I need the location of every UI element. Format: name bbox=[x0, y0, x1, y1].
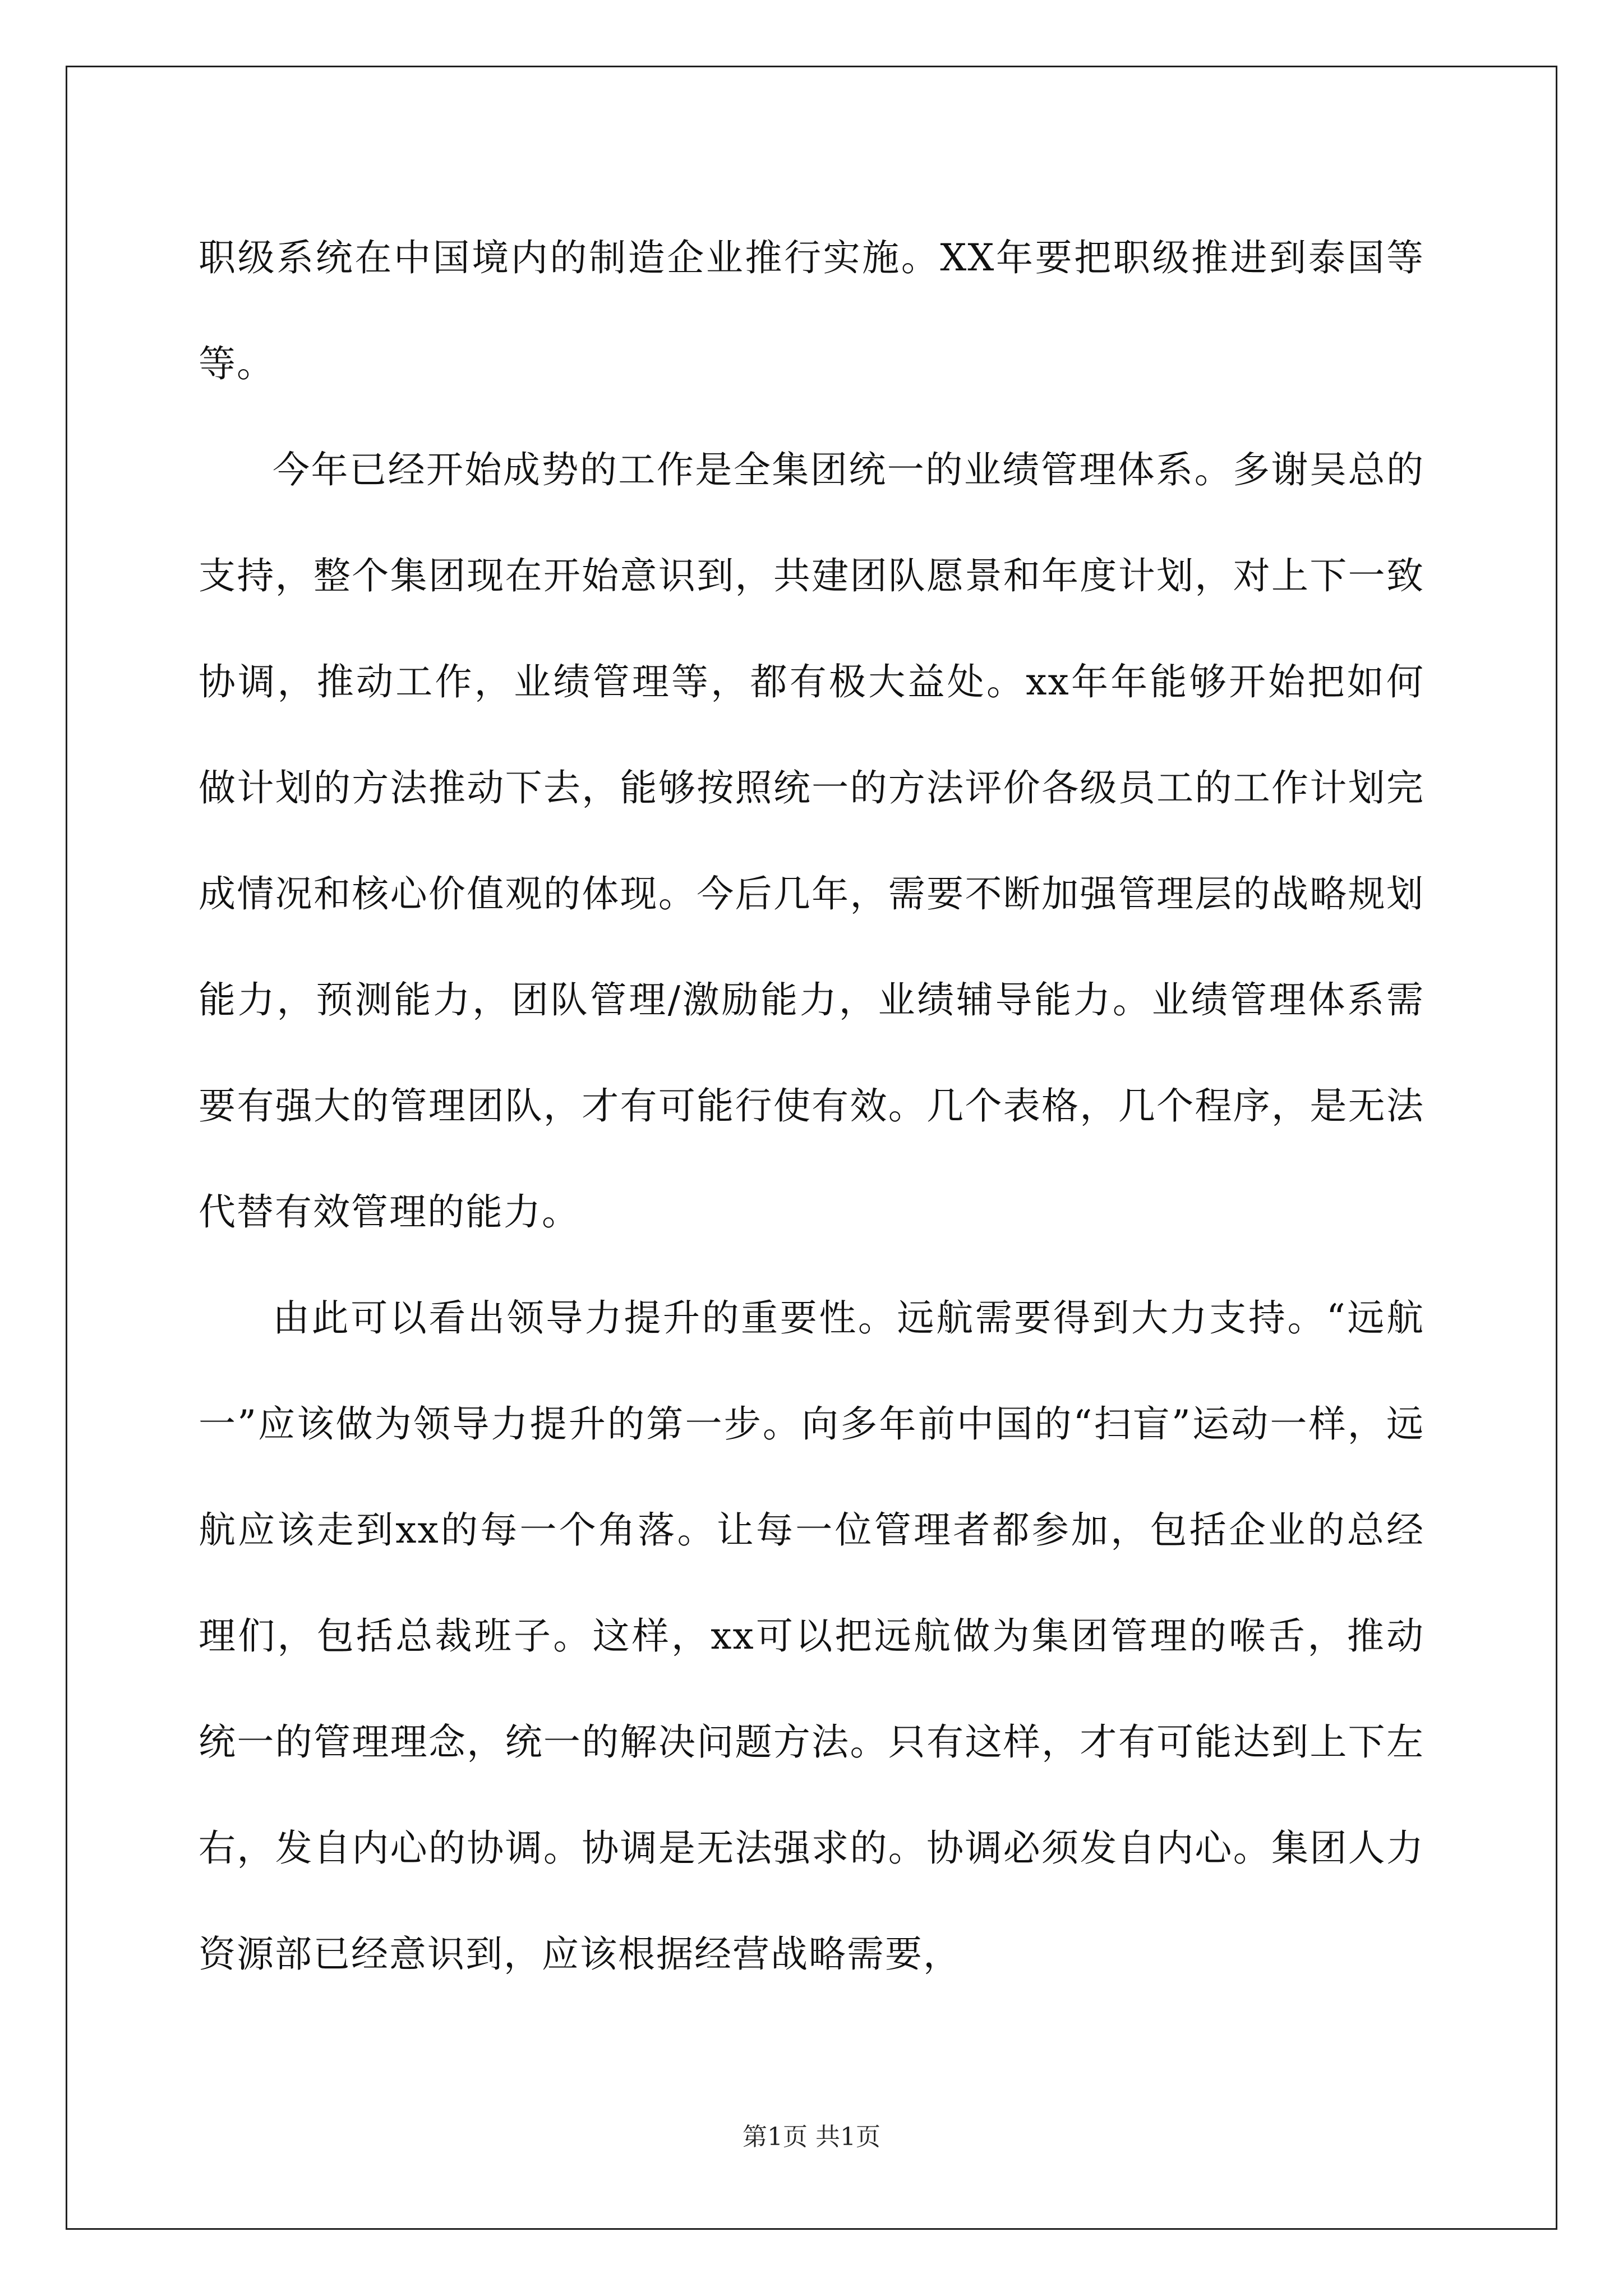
page-number-footer: 第1页 共1页 bbox=[743, 2123, 880, 2151]
paragraph-2: 今年已经开始成势的工作是全集团统一的业绩管理体系。多谢吴总的支持，整个集团现在开始意识到，共建团队愿景和年度计划，对上下一致协调，推动工作，业绩管理等，都有极大益处。xx年年能够开始把如何做计划的方法推动下去，能够按照统一的方法评价各级员工的工作计划完成情况和核心价值观的体现。今后几年，需要不断加强管理层的战略规划能力，预测能力，团队管理/激励能力，业绩辅导能力。业绩管理体系需要有强大的管理团队，才有可能行使有效。几个表格，几个程序，是无法代替有效管理的能力。 bbox=[199, 448, 1424, 1234]
paragraph-1: 职级系统在中国境内的制造企业推行实施。XX年要把职级推进到泰国等等。 bbox=[199, 236, 1424, 385]
document-body bbox=[199, 205, 1424, 2007]
paragraph-3: 由此可以看出领导力提升的重要性。远航需要得到大力支持。“远航一”应该做为领导力提升的第一步。向多年前中国的“扫盲”运动一样，远航应该走到xx的每一个角落。让每一位管理者都参加，包括企业的总经理们，包括总裁班子。这样，xx可以把远航做为集团管理的喉舌，推动统一的管理理念，统一的解决问题方法。只有这样，才有可能达到上下左右，发自内心的协调。协调是无法强求的。协调必须发自内心。集团人力资源部已经意识到，应该根据经营战略需要， bbox=[199, 1296, 1424, 1976]
